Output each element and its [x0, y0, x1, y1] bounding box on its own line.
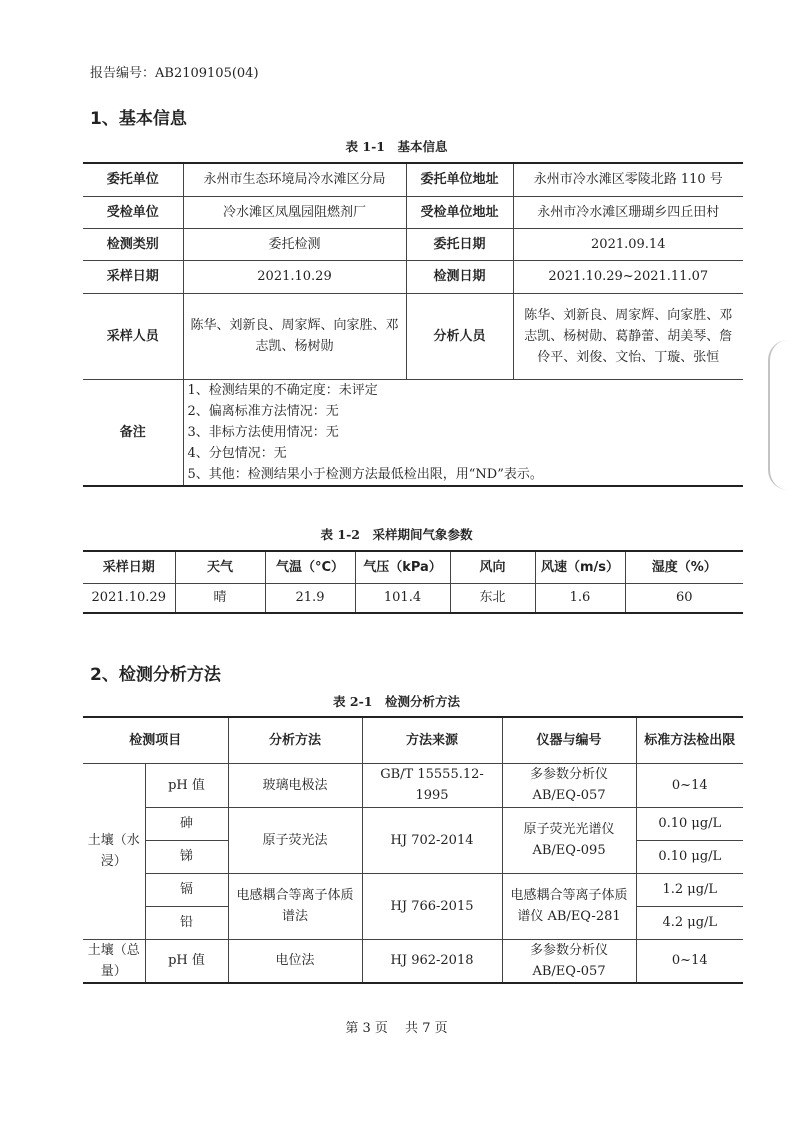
table-1-1-caption: 表 1-1 基本信息: [345, 139, 448, 154]
cell: 检测日期: [406, 260, 513, 293]
cell: 2021.09.14: [513, 228, 743, 260]
remark: 5、其他：检测结果小于检测方法最低检出限，用“ND”表示。: [187, 466, 543, 482]
item: 砷: [145, 807, 228, 840]
header-cell: 气压（kPa）: [355, 551, 450, 583]
table-1-2-caption: 表 1-2 采样期间气象参数: [320, 527, 473, 542]
cell: 永州市冷水滩区零陵北路 110 号: [513, 163, 743, 196]
source: HJ 702-2014: [362, 807, 502, 873]
cell: 永州市冷水滩区珊瑚乡四丘田村: [513, 196, 743, 228]
header-cell: 分析方法: [228, 717, 362, 763]
header-cell: 采样日期: [83, 551, 175, 583]
cell: 陈华、刘新良、周家辉、向家胜、邓志凯、杨树勋: [183, 293, 406, 379]
cell: 21.9: [265, 583, 355, 613]
cell: 冷水滩区凤凰园阻燃剂厂: [183, 196, 406, 228]
item: 铅: [145, 906, 228, 939]
limit: 0~14: [636, 939, 743, 983]
cell: 采样人员: [83, 293, 183, 379]
page-footer: 第 3 页 共 7 页: [345, 1021, 448, 1036]
section-2-title: 2、检测分析方法: [90, 665, 221, 685]
instrument: 多参数分析仪 AB/EQ-057: [502, 763, 636, 807]
source: HJ 766-2015: [362, 873, 502, 939]
cell: 分析人员: [406, 293, 513, 379]
remark: 1、检测结果的不确定度：未评定: [187, 382, 378, 398]
limit: 0~14: [636, 763, 743, 807]
instrument: 原子荧光光谱仪 AB/EQ-095: [502, 807, 636, 873]
header-cell: 气温（°C）: [265, 551, 355, 583]
source: HJ 962-2018: [362, 939, 502, 983]
limit: 4.2 μg/L: [636, 906, 743, 939]
cell: 陈华、刘新良、周家辉、向家胜、邓志凯、杨树勋、葛静蕾、胡美琴、詹伶平、刘俊、文怡、丁璇、张恒: [513, 293, 743, 379]
header-cell: 风向: [450, 551, 535, 583]
method: 电感耦合等离子体质谱法: [228, 873, 362, 939]
item: pH 值: [145, 763, 228, 807]
section-1-title: 1、基本信息: [90, 109, 187, 129]
cell: 委托单位地址: [406, 163, 513, 196]
table-2-1-caption: 表 2-1 检测分析方法: [333, 694, 460, 709]
cell: 东北: [450, 583, 535, 613]
method: 玻璃电极法: [228, 763, 362, 807]
weather-table: [83, 550, 743, 614]
cell: 委托单位: [83, 163, 183, 196]
limit: 0.10 μg/L: [636, 840, 743, 873]
header-cell: 检测项目: [83, 717, 228, 763]
remarks-label: 备注: [83, 379, 183, 486]
instrument: 多参数分析仪 AB/EQ-057: [502, 939, 636, 983]
source: GB/T 15555.12-1995: [362, 763, 502, 807]
remark: 4、分包情况：无: [187, 445, 287, 461]
cell: 永州市生态环境局冷水滩区分局: [183, 163, 406, 196]
header-cell: 标准方法检出限: [636, 717, 743, 763]
header-cell: 天气: [175, 551, 265, 583]
cell: 2021.10.29: [183, 260, 406, 293]
cell: 60: [625, 583, 743, 613]
item: 镉: [145, 873, 228, 906]
method: 原子荧光法: [228, 807, 362, 873]
limit: 1.2 μg/L: [636, 873, 743, 906]
methods-table: [83, 716, 743, 984]
cell: 2021.10.29~2021.11.07: [513, 260, 743, 293]
instrument: 电感耦合等离子体质谱仪 AB/EQ-281: [502, 873, 636, 939]
cell: 1.6: [535, 583, 625, 613]
group-label: 土壤（水浸）: [83, 763, 145, 939]
cell: 委托日期: [406, 228, 513, 260]
method: 电位法: [228, 939, 362, 983]
cell: 2021.10.29: [83, 583, 175, 613]
cell: 101.4: [355, 583, 450, 613]
cell: 晴: [175, 583, 265, 613]
basic-info-table: [83, 162, 743, 487]
cell: 采样日期: [83, 260, 183, 293]
header-cell: 仪器与编号: [502, 717, 636, 763]
limit: 0.10 μg/L: [636, 807, 743, 840]
seal-fragment-icon: [768, 340, 793, 490]
group-label: 土壤（总量）: [83, 939, 145, 983]
header-cell: 方法来源: [362, 717, 502, 763]
header-cell: 湿度（%）: [625, 551, 743, 583]
remark: 2、偏离标准方法情况：无: [187, 403, 339, 419]
cell: 检测类别: [83, 228, 183, 260]
remarks-list: [183, 379, 743, 486]
header-cell: 风速（m/s）: [535, 551, 625, 583]
item: pH 值: [145, 939, 228, 983]
cell: 受检单位地址: [406, 196, 513, 228]
item: 锑: [145, 840, 228, 873]
report-number: 报告编号：AB2109105(04): [90, 66, 259, 81]
cell: 委托检测: [183, 228, 406, 260]
cell: 受检单位: [83, 196, 183, 228]
remark: 3、非标方法使用情况：无: [187, 424, 339, 440]
